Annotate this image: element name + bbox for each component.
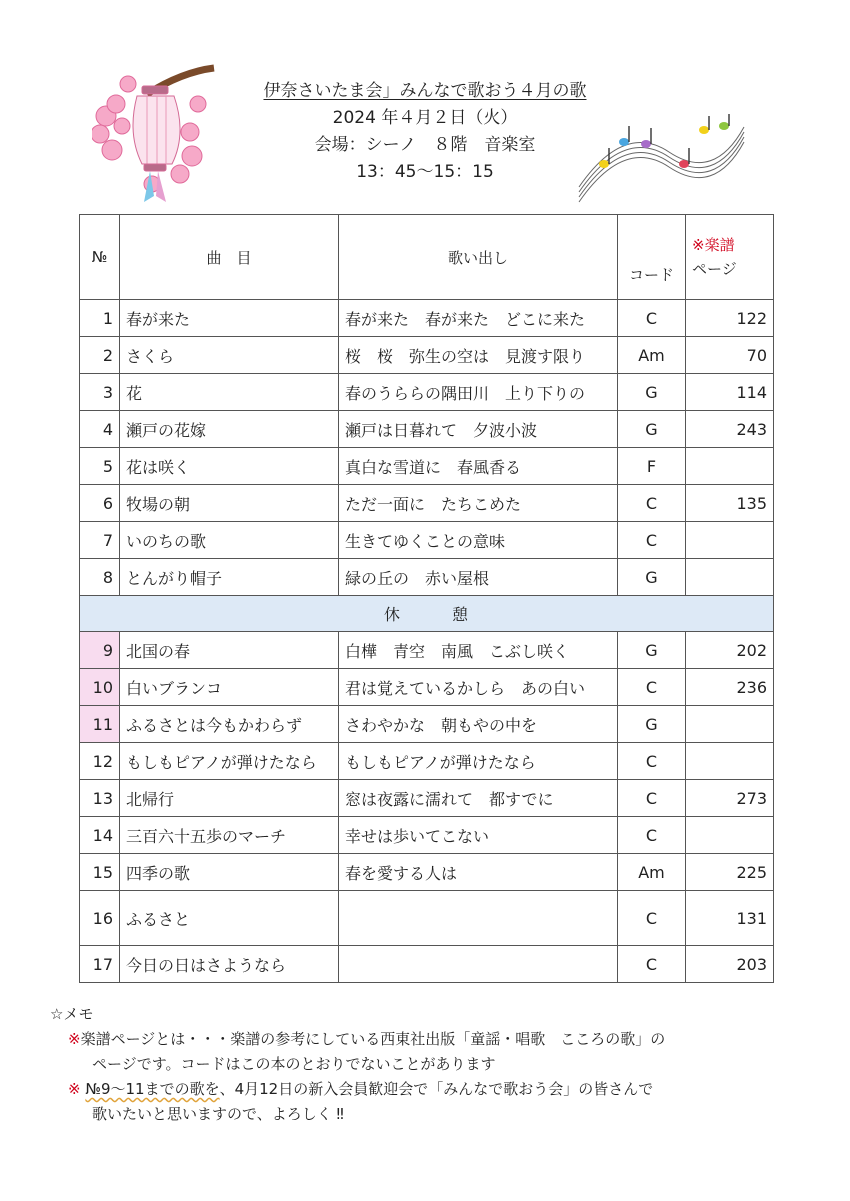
song-page — [686, 817, 774, 854]
song-page: 202 — [686, 632, 774, 669]
song-title: 牧場の朝 — [120, 485, 339, 522]
song-opening: 春が来た 春が来た どこに来た — [339, 300, 618, 337]
note-mark: ※ — [68, 1080, 81, 1098]
song-code: Am — [618, 337, 686, 374]
song-page — [686, 522, 774, 559]
note-2-text: 、4月12日の新入会員歓迎会で「みんなで歌おう会」の皆さんで — [219, 1080, 654, 1098]
memo-note-2-cont: 歌いたいと思いますので、よろしく ‼ — [92, 1105, 344, 1123]
song-opening: 桜 桜 弥生の空は 見渡す限り — [339, 337, 618, 374]
table-row — [80, 559, 774, 596]
song-page: 236 — [686, 669, 774, 706]
song-opening — [339, 891, 618, 946]
song-page: 273 — [686, 780, 774, 817]
song-opening: さわやかな 朝もやの中を — [339, 706, 618, 743]
memo-note-2 — [50, 1077, 665, 1102]
song-number: 11 — [80, 706, 120, 743]
song-code: C — [618, 522, 686, 559]
table-row — [80, 743, 774, 780]
song-page — [686, 559, 774, 596]
song-code: F — [618, 448, 686, 485]
header-page-label: ページ — [692, 260, 737, 278]
table-row — [80, 854, 774, 891]
song-opening: 春を愛する人は — [339, 854, 618, 891]
table-row — [80, 337, 774, 374]
table-row — [80, 706, 774, 743]
song-opening: ただ一面に たちこめた — [339, 485, 618, 522]
song-title: とんがり帽子 — [120, 559, 339, 596]
song-title: ふるさと — [120, 891, 339, 946]
song-number: 4 — [80, 411, 120, 448]
note-1-text: 楽譜ページとは・・・楽譜の参考にしている西東社出版「童謡・唱歌 こころの歌」の — [80, 1030, 666, 1048]
header-title: 曲 目 — [120, 215, 339, 300]
table-row — [80, 300, 774, 337]
table-row — [80, 669, 774, 706]
song-page: 135 — [686, 485, 774, 522]
table-row — [80, 891, 774, 946]
song-number: 6 — [80, 485, 120, 522]
song-title: いのちの歌 — [120, 522, 339, 559]
event-time: 13：45～15：15 — [356, 162, 494, 182]
song-page: 122 — [686, 300, 774, 337]
song-page: 225 — [686, 854, 774, 891]
song-opening: 緑の丘の 赤い屋根 — [339, 559, 618, 596]
header-page-mark: ※楽譜 — [692, 236, 735, 254]
note-2-underlined: №9～11までの歌を — [85, 1080, 220, 1098]
song-title: 北国の春 — [120, 632, 339, 669]
break-row — [80, 596, 774, 632]
song-opening: 幸せは歩いてこない — [339, 817, 618, 854]
song-title: 春が来た — [120, 300, 339, 337]
song-page — [686, 448, 774, 485]
header-page — [686, 215, 774, 300]
song-code: C — [618, 485, 686, 522]
song-opening: 窓は夜露に濡れて 都すでに — [339, 780, 618, 817]
song-title: さくら — [120, 337, 339, 374]
table-row — [80, 448, 774, 485]
table-row — [80, 411, 774, 448]
song-page: 114 — [686, 374, 774, 411]
table-row — [80, 485, 774, 522]
table-header-row — [80, 215, 774, 300]
song-number: 16 — [80, 891, 120, 946]
song-code: Am — [618, 854, 686, 891]
event-date: 2024 年４月２日（火） — [332, 108, 518, 128]
song-number: 17 — [80, 946, 120, 983]
song-code: C — [618, 669, 686, 706]
header-code: コード — [618, 215, 686, 300]
song-code: G — [618, 411, 686, 448]
song-number: 10 — [80, 669, 120, 706]
song-page — [686, 706, 774, 743]
song-number: 14 — [80, 817, 120, 854]
table-row — [80, 522, 774, 559]
song-opening: 君は覚えているかしら あの白い — [339, 669, 618, 706]
song-opening: 真白な雪道に 春風香る — [339, 448, 618, 485]
song-title: ふるさとは今もかわらず — [120, 706, 339, 743]
song-page — [686, 743, 774, 780]
song-code: G — [618, 559, 686, 596]
song-title: 白いブランコ — [120, 669, 339, 706]
song-code: G — [618, 706, 686, 743]
page-title: 伊奈さいたま会」みんなで歌おう４月の歌 — [263, 81, 587, 101]
event-venue: 会場：シーノ ８階 音楽室 — [314, 135, 536, 155]
song-opening: 瀬戸は日暮れて 夕波小波 — [339, 411, 618, 448]
song-title: 三百六十五歩のマーチ — [120, 817, 339, 854]
table-row — [80, 632, 774, 669]
song-page: 70 — [686, 337, 774, 374]
song-number: 15 — [80, 854, 120, 891]
header-no: № — [80, 215, 120, 300]
song-opening: 白樺 青空 南風 こぶし咲く — [339, 632, 618, 669]
song-opening: 生きてゆくことの意味 — [339, 522, 618, 559]
table-row — [80, 946, 774, 983]
song-opening: 春のうららの隅田川 上り下りの — [339, 374, 618, 411]
song-table-body — [80, 300, 774, 983]
song-code: C — [618, 780, 686, 817]
document-header — [0, 78, 850, 186]
song-code: C — [618, 743, 686, 780]
song-code: G — [618, 632, 686, 669]
song-code: C — [618, 817, 686, 854]
memo-note-1 — [50, 1027, 665, 1052]
song-page: 131 — [686, 891, 774, 946]
song-opening — [339, 946, 618, 983]
song-number: 7 — [80, 522, 120, 559]
song-title: 今日の日はさようなら — [120, 946, 339, 983]
song-title: 北帰行 — [120, 780, 339, 817]
song-opening: もしもピアノが弾けたなら — [339, 743, 618, 780]
song-title: 花は咲く — [120, 448, 339, 485]
memo-section — [50, 1002, 665, 1127]
song-code: C — [618, 300, 686, 337]
song-number: 1 — [80, 300, 120, 337]
table-row — [80, 374, 774, 411]
song-number: 12 — [80, 743, 120, 780]
table-row — [80, 817, 774, 854]
song-code: G — [618, 374, 686, 411]
song-title: もしもピアノが弾けたなら — [120, 743, 339, 780]
note-mark: ※ — [68, 1030, 81, 1048]
song-title: 瀬戸の花嫁 — [120, 411, 339, 448]
break-label: 休 憩 — [80, 596, 774, 632]
song-number: 5 — [80, 448, 120, 485]
memo-heading: ☆メモ — [50, 1005, 94, 1023]
song-title: 花 — [120, 374, 339, 411]
memo-note-1-cont: ページです。コードはこの本のとおりでないことがあります — [92, 1055, 496, 1073]
song-title: 四季の歌 — [120, 854, 339, 891]
song-number: 9 — [80, 632, 120, 669]
song-page: 243 — [686, 411, 774, 448]
song-number: 8 — [80, 559, 120, 596]
song-code: C — [618, 946, 686, 983]
song-number: 2 — [80, 337, 120, 374]
song-number: 3 — [80, 374, 120, 411]
song-number: 13 — [80, 780, 120, 817]
song-page: 203 — [686, 946, 774, 983]
header-opening: 歌い出し — [339, 215, 618, 300]
song-table — [79, 214, 774, 983]
table-row — [80, 780, 774, 817]
song-code: C — [618, 891, 686, 946]
